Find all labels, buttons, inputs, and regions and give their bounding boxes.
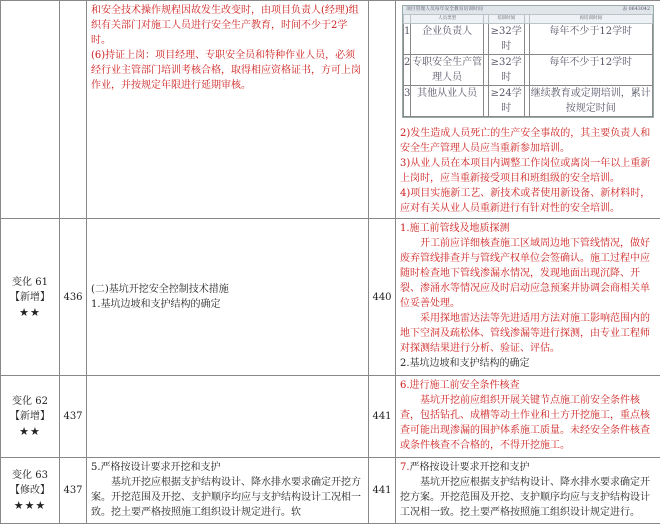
change-number: 变化 62: [1, 394, 59, 409]
change-number: 变化 61: [1, 275, 59, 290]
mini-td: 每年不少于12学时: [529, 24, 652, 55]
new-section-title: 6.进行施工前安全条件核查: [400, 378, 656, 393]
mini-td: ≥32学时: [488, 55, 524, 86]
new-paragraph: 基坑开挖应根据支护结构设计、降水排水要求确定开挖方案。开挖范围及开挖、支护顺序均应与支护结构设计工况相一致。挖土要严格按照施工组织设计规定进行。: [400, 475, 656, 520]
mini-th: 人员类型: [411, 15, 483, 24]
old-content-cell: [87, 458, 369, 524]
new-page-number: 441: [369, 376, 396, 458]
old-content-cell: [87, 219, 369, 376]
new-content-cell: [396, 1, 660, 219]
new-content-cell: [396, 458, 660, 524]
old-page-number: 437: [60, 376, 87, 458]
new-section-title: 1.施工前管线及地质探测: [400, 221, 656, 236]
new-content-cell: [396, 376, 660, 458]
mini-td: ≥24学时: [488, 86, 524, 117]
new-text-line: 3)从业人员在本项目内调整工作岗位或离岗一年以上重新上岗时，应当重新接受项目和班组级的安全培训。: [400, 156, 656, 186]
change-label-cell: [1, 219, 60, 376]
mini-td: 继续教育或定期培训，累计按规定时间: [529, 86, 652, 117]
table-row: [1, 458, 660, 524]
old-section-title: 5.严格按设计要求开挖和支护: [91, 460, 364, 475]
mini-td: 1: [404, 24, 411, 55]
table-row: [1, 219, 660, 376]
mini-td: 专职安全生产管理人员: [411, 55, 483, 86]
new-text-line: 2)发生造成人员死亡的生产安全事故的，其主要负责人和安全生产管理人员应当重新参加培训。: [400, 126, 656, 156]
table-row: [1, 1, 660, 219]
change-label-cell: [1, 458, 60, 524]
new-section-title: [400, 460, 656, 475]
old-content-cell: [87, 1, 369, 219]
mini-th: [404, 15, 411, 24]
old-text-line: (二)基坑开挖安全控制技术措施: [91, 282, 364, 297]
old-content-cell-empty: [87, 376, 369, 458]
old-page-number: 436: [60, 219, 87, 376]
change-number: 变化 63: [1, 468, 59, 483]
new-paragraph: 开工前应详细核查施工区域周边地下管线情况，做好废弃管线排查并与管线产权单位会签确认。施工过程中应随时检查地下管线渗漏水情况，发现地面出现沉降、开裂、渗涌水等情况应及时启动应急预案并协调会商相关单位妥善处理。: [400, 236, 656, 311]
old-text-line: 1.基坑边坡和支护结构的确定: [91, 297, 364, 312]
mini-table-title: 项目管理人员每年安全教育培训时间: [406, 7, 483, 13]
mini-td: 2: [404, 55, 411, 86]
star-rating: ★★: [1, 305, 59, 320]
mini-td: 其他从业人员: [411, 86, 483, 117]
mini-th: 培训时间: [488, 15, 524, 24]
new-section-number: 7.: [400, 462, 410, 473]
star-rating: ★★: [1, 424, 59, 439]
old-page-number: 437: [60, 458, 87, 524]
mini-th: 再培训时间: [529, 15, 652, 24]
new-page-number: 440: [369, 219, 396, 376]
label-cell-empty: [1, 1, 60, 219]
mini-td: 3: [404, 86, 411, 117]
new-paragraph: 采用探地雷达法等先进适用方法对施工影响范围内的地下空洞及疏松体、管线渗漏等进行探测，由专业工程师对探测结果进行分析、验证、评估。: [400, 311, 656, 356]
old-page-cell-empty: [60, 1, 87, 219]
change-tag: 【新增】: [1, 290, 59, 305]
old-text-line: 和安全技术操作规程因故发生改变时，由项目负责人(经理)组织有关部门对施工人员进行安全生产教育，时间不少于2学时。: [91, 3, 364, 48]
new-section-title-text: 严格按设计要求开挖和支护: [410, 462, 530, 473]
mini-td: 企业负责人: [411, 24, 483, 55]
change-tag: 【新增】: [1, 409, 59, 424]
old-text-line: (6)持证上岗：项目经理、专职安全员和特种作业人员，必须经行业主管部门培训考核合格，取得相应资格证书，方可上岗作业，并按规定年限进行延期审核。: [91, 48, 364, 93]
new-text-line: 2.基坑边坡和支护结构的确定: [400, 356, 656, 371]
training-time-table: [402, 5, 654, 118]
old-paragraph: 基坑开挖应根据支护结构设计、降水排水要求确定开挖方案。开挖范围及开挖、支护顺序均应与支护结构设计工况相一致。挖土要严格按照施工组织设计规定进行。软: [91, 475, 364, 520]
new-text-line: 4)项目实施新工艺、新技术或者使用新设备、新材料时，应对有关从业人员重新进行有针对性的安全培训。: [400, 186, 656, 216]
mini-td: ≥32学时: [488, 24, 524, 55]
new-page-number: 441: [369, 458, 396, 524]
table-row: [1, 376, 660, 458]
change-label-cell: [1, 376, 60, 458]
mini-table-ref: 表 0643042: [622, 7, 650, 13]
mini-td: 每年不少于12学时: [529, 55, 652, 86]
change-tag: 【修改】: [1, 483, 59, 498]
new-content-cell: [396, 219, 660, 376]
new-paragraph: 基坑开挖前应组织开展关键节点施工前安全条件核查，包括钻孔、成槽等动土作业和土方开挖施工，重点核查可能出现渗漏的围护体系施工质量。未经安全条件核查或条件核查不合格的，不得开挖施工。: [400, 393, 656, 453]
star-rating: ★★★: [1, 498, 59, 513]
new-page-cell-empty: [369, 1, 396, 219]
